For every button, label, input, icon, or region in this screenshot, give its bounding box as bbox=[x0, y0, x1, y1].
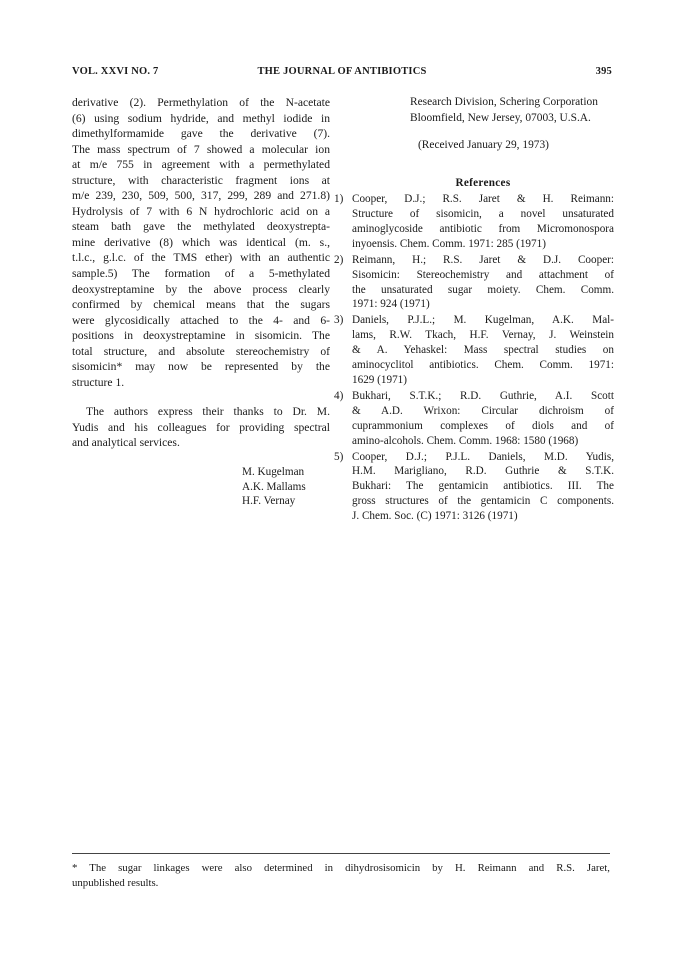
volume-label: VOL. XXVI NO. 7 bbox=[72, 66, 159, 77]
reference-number: 1) bbox=[334, 193, 344, 206]
reference-item bbox=[334, 253, 614, 313]
text-line: at m/e 755 in agreement with a permethylated bbox=[72, 158, 330, 172]
reference-line: Reimann, H.; R.S. Jaret & D.J. Cooper: bbox=[352, 253, 614, 266]
reference-line: lams, R.W. Tkach, H.F. Vernay, J. Weinstein bbox=[352, 329, 614, 342]
affiliation-line: Research Division, Schering Corporation bbox=[410, 96, 598, 108]
reference-line: Cooper, D.J.; P.J.L. Daniels, M.D. Yudis, bbox=[352, 450, 614, 463]
text-line: total structure, and absolute stereochemistry of bbox=[72, 344, 330, 358]
references-heading: References bbox=[455, 176, 511, 189]
reference-line: Daniels, P.J.L.; M. Kugelman, A.K. Mal- bbox=[352, 314, 614, 327]
footnote bbox=[72, 861, 610, 890]
text-line: structure 1. bbox=[72, 375, 125, 389]
text-line: derivative (2). Permethylation of the N-acetate bbox=[72, 96, 330, 109]
reference-line: H.M. Marigliano, R.D. Guthrie & S.T.K. bbox=[352, 465, 614, 478]
text-line: mine derivative (8) which was identical (m. s., bbox=[72, 235, 330, 249]
received-date: (Received January 29, 1973) bbox=[418, 139, 549, 151]
reference-line: & A. Yehaskel: Mass spectral studies on bbox=[352, 344, 614, 357]
reference-number: 4) bbox=[334, 389, 344, 402]
text-line: m/e 239, 230, 509, 500, 317, 299, 289 and 271.8) bbox=[72, 189, 330, 203]
author-list bbox=[72, 465, 330, 509]
acknowledgement-paragraph bbox=[72, 404, 330, 451]
footnote-line: unpublished results. bbox=[72, 876, 159, 889]
running-header bbox=[72, 66, 612, 82]
text-line: confirmed by chemical means that the sugars bbox=[72, 298, 330, 312]
text-line: positions in deoxystreptamine in sisomicin. The bbox=[72, 329, 330, 343]
left-column bbox=[72, 95, 330, 509]
reference-line: 1971: 924 (1971) bbox=[352, 298, 430, 311]
author-name: A.K. Mallams bbox=[242, 480, 306, 493]
page-number: 395 bbox=[595, 66, 612, 77]
reference-line: amino-alcohols. Chem. Comm. 1968: 1580 (1968) bbox=[352, 434, 579, 447]
body-paragraph-1 bbox=[72, 95, 330, 390]
reference-line: gross structures of the gentamicin C components. bbox=[352, 495, 614, 508]
reference-item bbox=[334, 313, 614, 388]
reference-line: cuprammonium complexes of diols and of bbox=[352, 419, 614, 432]
footnote-line: * The sugar linkages were also determined in dihydrosisomicin by H. Reimann and R.S. Jaret, bbox=[72, 862, 610, 874]
reference-line: & A.D. Wrixon: Circular dichroism of bbox=[352, 404, 614, 417]
right-column bbox=[334, 95, 614, 524]
footnote-divider bbox=[72, 853, 610, 854]
text-line: sisomicin* may now be represented by the bbox=[72, 360, 330, 374]
reference-number: 3) bbox=[334, 314, 344, 327]
text-line: sample.5) The formation of a 5-methylated bbox=[72, 267, 330, 281]
text-line: The mass spectrum of 7 showed a molecular ion bbox=[72, 142, 330, 156]
text-line: dimethylformamide gave the derivative (7). bbox=[72, 127, 330, 141]
reference-item bbox=[334, 389, 614, 449]
reference-line: inyoensis. Chem. Comm. 1971: 285 (1971) bbox=[352, 237, 546, 250]
text-line: were glycosidically attached to the 4- and 6- bbox=[72, 313, 330, 327]
reference-line: Cooper, D.J.; R.S. Jaret & H. Reimann: bbox=[352, 193, 614, 206]
text-line: The authors express their thanks to Dr. M. bbox=[86, 405, 330, 419]
text-line: structure, with characteristic fragment ions at bbox=[72, 173, 330, 187]
text-line: Hydrolysis of 7 with 6 N hydrochloric acid on a bbox=[72, 204, 330, 218]
reference-line: the unsaturated sugar moiety. Chem. Comm. bbox=[352, 283, 614, 296]
author-name: M. Kugelman bbox=[242, 466, 305, 479]
author-name: H.F. Vernay bbox=[242, 495, 296, 508]
reference-number: 5) bbox=[334, 450, 344, 463]
journal-title: THE JOURNAL OF ANTIBIOTICS bbox=[257, 66, 427, 77]
reference-item bbox=[334, 450, 614, 525]
reference-item bbox=[334, 192, 614, 252]
text-line: (6) using sodium hydride, and methyl iodide in bbox=[72, 111, 330, 125]
reference-line: Bukhari: The gentamicin antibiotics. III. The bbox=[352, 480, 614, 493]
reference-line: 1629 (1971) bbox=[352, 373, 407, 386]
reference-line: J. Chem. Soc. (C) 1971: 3126 (1971) bbox=[352, 510, 518, 523]
affiliation-line: Bloomfield, New Jersey, 07003, U.S.A. bbox=[410, 111, 591, 124]
reference-number: 2) bbox=[334, 253, 344, 266]
affiliation bbox=[352, 95, 614, 126]
reference-line: Sisomicin: Stereochemistry and attachment of bbox=[352, 268, 614, 281]
text-line: steam bath gave the methylated deoxystrepta- bbox=[72, 220, 330, 234]
reference-line: Bukhari, S.T.K.; R.D. Guthrie, A.I. Scott bbox=[352, 389, 614, 402]
text-line: t.l.c., g.l.c. of the TMS ether) with an authentic bbox=[72, 251, 330, 265]
reference-line: aminoglycoside antibiotic from Micromonospora bbox=[352, 222, 614, 235]
reference-line: Structure of sisomicin, a novel unsaturated bbox=[352, 208, 614, 220]
text-line: deoxystreptamine by the above process clearly bbox=[72, 282, 330, 296]
text-line: Yudis and his colleagues for providing spectral bbox=[72, 420, 330, 434]
text-line: and analytical services. bbox=[72, 436, 180, 450]
reference-line: aminocyclitol antibiotics. Chem. Comm. 1971: bbox=[352, 359, 614, 372]
